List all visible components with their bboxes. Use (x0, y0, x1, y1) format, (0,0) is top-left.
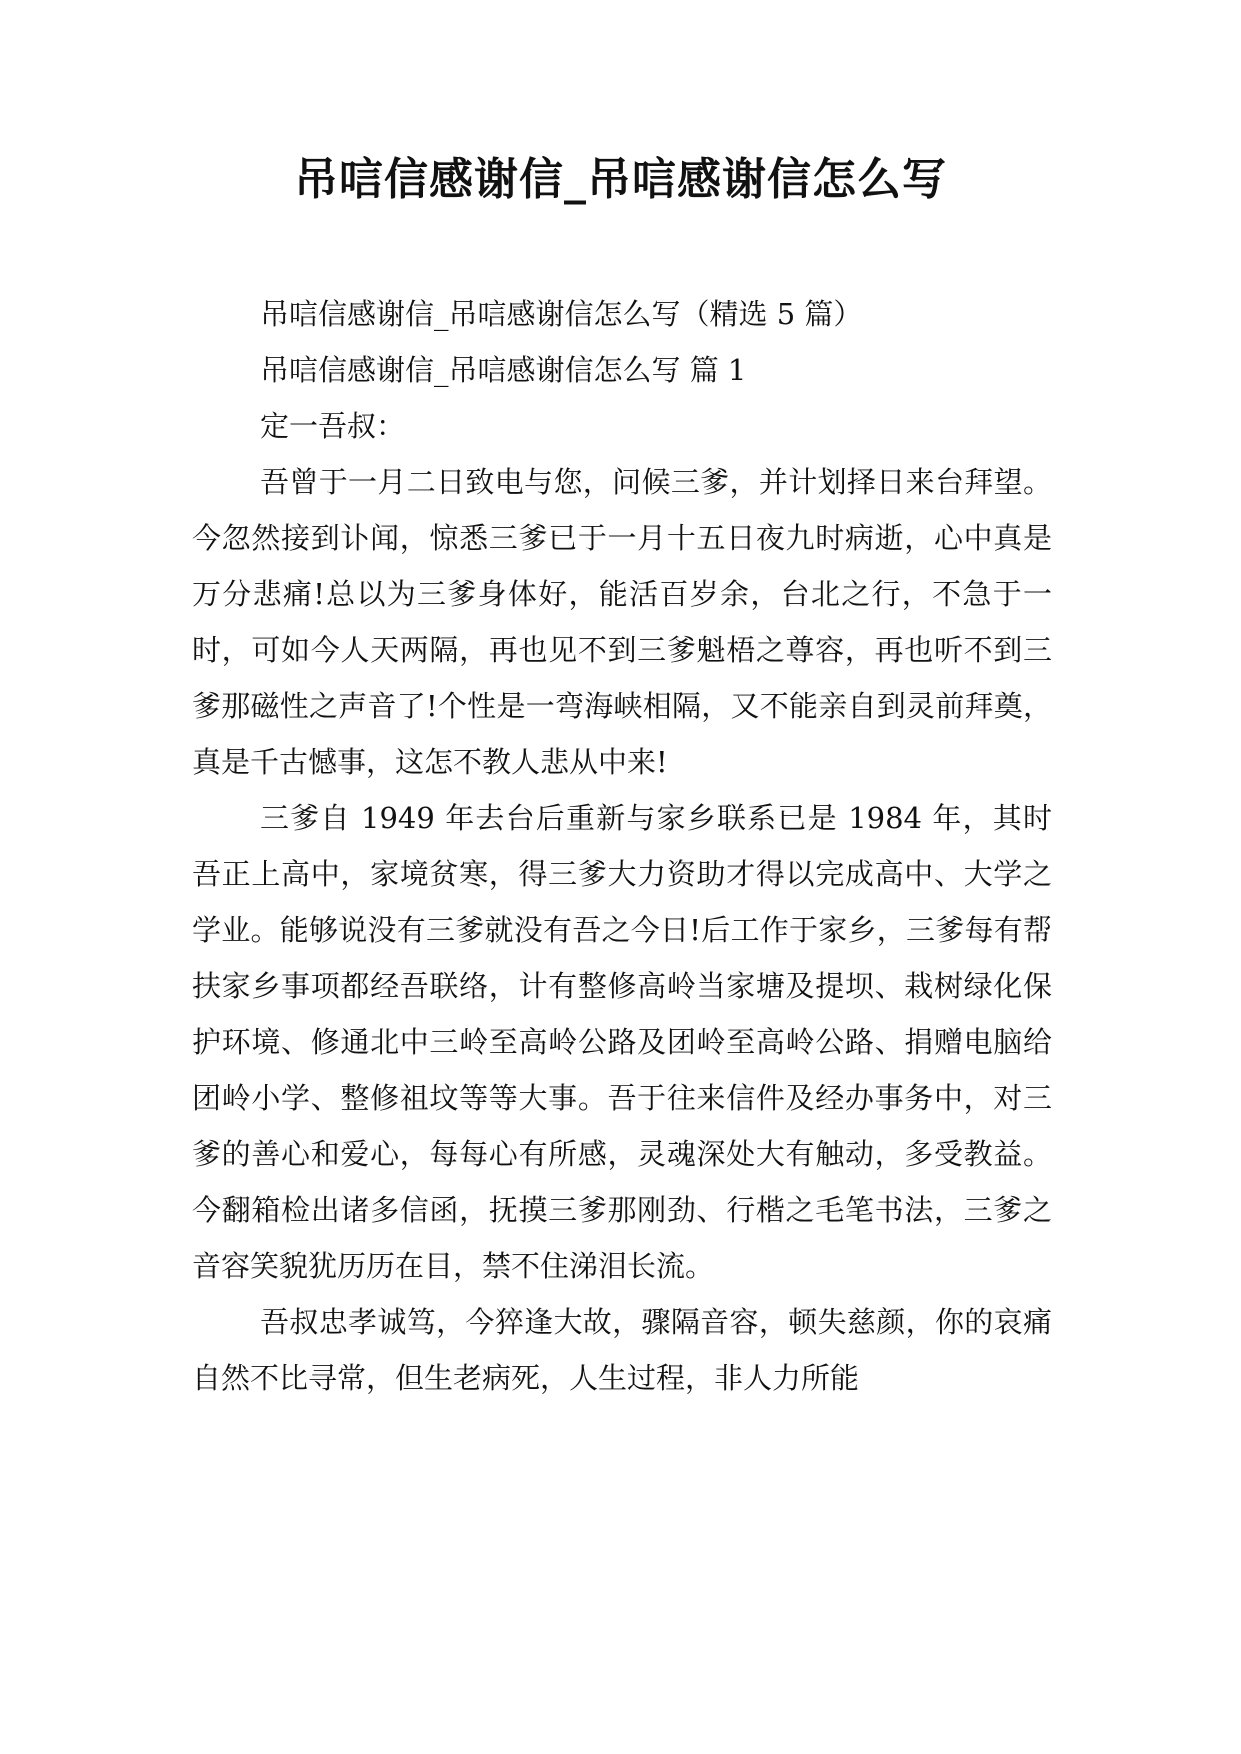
paragraph: 吾曾于一月二日致电与您，问候三爹，并计划择日来台拜望。今忽然接到讣闻，惊悉三爹已于一月十五日夜九时病逝，心中真是万分悲痛!总以为三爹身体好，能活百岁余，台北之行，不急于一时，可如今人天两隔，再也见不到三爹魁梧之尊容，再也听不到三爹那磁性之声音了!个性是一弯海峡相隔，又不能亲自到灵前拜奠，真是千古憾事，这怎不教人悲从中来! (192, 465, 1052, 779)
document-title: 吊唁信感谢信_吊唁感谢信怎么写 (294, 154, 947, 205)
document-subtitle: 吊唁信感谢信_吊唁感谢信怎么写（精选 5 篇） (260, 297, 863, 331)
salutation: 定一吾叔： (260, 409, 406, 443)
paragraph: 三爹自 1949 年去台后重新与家乡联系已是 1984 年，其时吾正上高中，家境贫寒，得三爹大力资助才得以完成高中、大学之学业。能够说没有三爹就没有吾之今日!后工作于家乡，三爹每有帮扶家乡事项都经吾联络，计有整修高岭当家塘及提坝、栽树绿化保护环境、修通北中三岭至高岭公路及团岭至高岭公路、捐赠电脑给团岭小学、整修祖坟等等大事。吾于往来信件及经办事务中，对三爹的善心和爱心，每每心有所感，灵魂深处大有触动，多受教益。今翻箱检出诸多信函，抚摸三爹那刚劲、行楷之毛笔书法，三爹之音容笑貌犹历历在目，禁不住涕泪长流。 (192, 801, 1052, 1283)
document-body (192, 286, 1052, 1406)
paragraph: 吾叔忠孝诚笃，今猝逢大故，骤隔音容，顿失慈颜，你的哀痛自然不比寻常，但生老病死，人生过程，非人力所能 (192, 1305, 1052, 1395)
section-heading: 吊唁信感谢信_吊唁感谢信怎么写 篇 1 (260, 353, 747, 387)
